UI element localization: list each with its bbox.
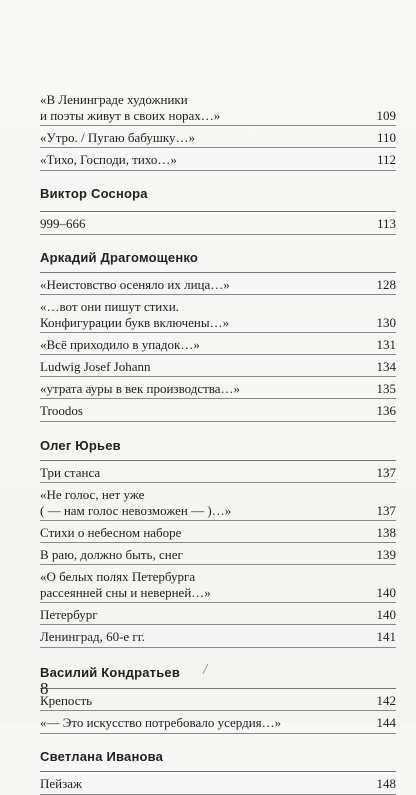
toc-entry-page: 148 [376,776,396,791]
author-heading: Светлана Иванова [40,749,164,764]
toc-entry-title: «— Это искусство потребовало усердия…» [40,715,282,730]
toc-entry-title: Пейзаж [40,776,83,791]
toc-section [40,438,396,647]
toc-entry-title: «Утро. / Пугаю бабушку…» [40,130,196,145]
toc-entry-page: 112 [376,152,396,167]
toc-entry [40,333,396,355]
toc-entry-page: 109 [376,108,396,123]
section-spacer [40,647,396,665]
toc-entry-page: 110 [376,130,396,145]
toc-entry [40,461,396,483]
toc-section [40,92,396,170]
author-heading: Олег Юрьев [40,438,121,453]
toc-entry-title: Ленинград, 60-е гг. [40,629,145,644]
page-number: 8 [40,679,49,698]
toc-entry [40,772,396,794]
toc-section [40,186,396,234]
author-heading: Аркадий Драгомощенко [40,250,199,265]
toc-entry [40,603,396,625]
toc-entry-page: 135 [376,381,396,396]
toc-entry-title: Troodos [40,403,83,418]
toc-entry [40,273,396,295]
toc-entry-page: 139 [376,547,396,562]
author-heading: Василий Кондратьев [40,665,181,680]
toc-entry-page: 141 [376,629,396,644]
toc-entry-page: 140 [376,607,396,622]
toc-entry [40,521,396,543]
toc-entry [40,565,396,603]
toc-entries [40,689,396,733]
toc-entry-title: «Всё приходило в упадок…» [40,337,200,352]
toc-entry-page: 142 [376,693,396,708]
toc-entry [40,543,396,565]
toc-entry [40,711,396,733]
toc-entry [40,483,396,521]
toc-entry-title: В раю, должно быть, снег [40,547,183,562]
toc-entry-title: Три станса [40,465,101,480]
toc-entry-title: «В Ленинграде художники и поэты живут в своих норах…» [40,92,221,123]
toc-section [40,250,396,421]
toc-entries [40,212,396,234]
toc-entry-page: 136 [376,403,396,418]
author-heading: Виктор Соснора [40,186,148,201]
toc-entry-title: Стихи о небесном наборе [40,525,182,540]
toc-entry-page: 144 [376,715,396,730]
toc-entry-title: Ludwig Josef Johann [40,359,151,374]
section-spacer [40,421,396,438]
toc-entry-page: 138 [376,525,396,540]
toc-entry [40,399,396,421]
toc-entry [40,355,396,377]
toc-entry-page: 128 [376,277,396,292]
toc-entry-title: «Неистовство осеняло их лица…» [40,277,230,292]
toc-entry [40,625,396,647]
toc-entry-title: Петербург [40,607,98,622]
toc-entry-title: Крепость [40,693,93,708]
toc-entry [40,212,396,234]
toc-entries [40,772,396,794]
toc-entry-title: «утрата ауры в век производства…» [40,381,241,396]
toc-entry-page: 130 [376,315,396,330]
toc-section [40,665,396,733]
toc-entry [40,295,396,333]
toc-entries [40,273,396,421]
toc-entry-title: «…вот они пишут стихи. Конфигурации букв включены…» [40,299,230,330]
section-spacer [40,170,396,186]
toc-entry [40,689,396,711]
toc-entry-page: 131 [376,337,396,352]
toc-section [40,749,396,794]
toc-entry-title: «Не голос, нет уже ( — нам голос невозможен — )…» [40,487,232,518]
toc-entries [40,461,396,647]
toc-entry-title: «О белых полях Петербурга рассеянней сны и неверней…» [40,569,211,600]
toc-entry [40,126,396,148]
section-spacer [40,234,396,250]
toc-entry-page: 137 [376,503,396,518]
toc-entry-title: «Тихо, Господи, тихо…» [40,152,177,167]
toc-entry-page: 113 [376,216,396,231]
toc-entry-page: 137 [376,465,396,480]
toc-entry-page: 140 [376,585,396,600]
table-of-contents [40,92,396,794]
section-spacer [40,733,396,749]
toc-entry [40,92,396,126]
toc-entry-page: 134 [376,359,396,374]
toc-entries [40,92,396,170]
toc-entry [40,377,396,399]
toc-entry-title: 999–666 [40,216,86,231]
toc-entry [40,148,396,170]
page-mark: / [201,660,209,679]
